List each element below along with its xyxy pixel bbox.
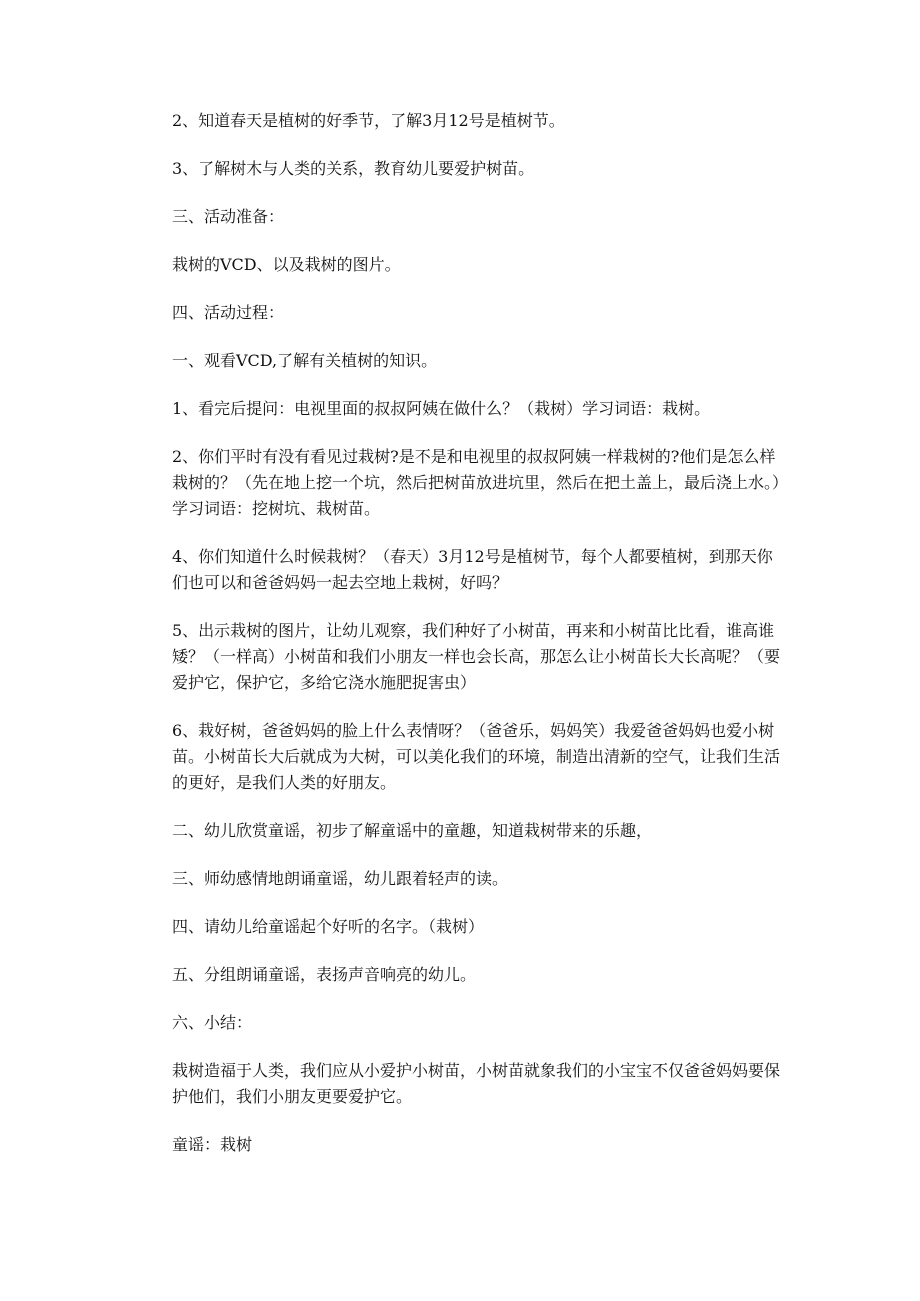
document-body bbox=[172, 108, 787, 1180]
paragraph-step-4: 四、请幼儿给童谣起个好听的名字。（栽树） bbox=[172, 917, 485, 936]
paragraph-step-6: 六、小结： bbox=[172, 1013, 253, 1032]
paragraph-materials: 栽树的VCD、以及栽树的图片。 bbox=[172, 255, 401, 274]
paragraph-step-1: 一、观看VCD,了解有关植树的知识。 bbox=[172, 351, 438, 370]
paragraph-rhyme-title: 童谣：栽树 bbox=[172, 1135, 253, 1154]
paragraph-goal-3: 3、了解树木与人类的关系，教育幼儿要爱护树苗。 bbox=[172, 159, 535, 178]
paragraph-question-6: 6、栽好树，爸爸妈妈的脸上什么表情呀？（爸爸乐，妈妈笑）我爱爸爸妈妈也爱小树苗。小树苗长大后就成为大树，可以美化我们的环境，制造出清新的空气，让我们生活的更好，是我们人类的好朋友。 bbox=[172, 721, 781, 792]
paragraph-question-2: 2、你们平时有没有看见过栽树?是不是和电视里的叔叔阿姨一样栽树的?他们是怎么样栽树的？（先在地上挖一个坑，然后把树苗放进坑里，然后在把土盖上，最后浇上水。）学习词语：挖树坑、栽树苗。 bbox=[172, 447, 781, 518]
paragraph-question-5: 5、出示栽树的图片，让幼儿观察，我们种好了小树苗，再来和小树苗比比看，谁高谁矮？（一样高）小树苗和我们小朋友一样也会长高，那怎么让小树苗长大长高呢？（要爱护它，保护它，多给它浇水施肥捉害虫） bbox=[172, 621, 781, 692]
paragraph-goal-2: 2、知道春天是植树的好季节，了解3月12号是植树节。 bbox=[172, 111, 565, 130]
paragraph-step-2: 二、幼儿欣赏童谣，初步了解童谣中的童趣，知道栽树带来的乐趣， bbox=[172, 821, 653, 840]
section-heading-preparation: 三、活动准备： bbox=[172, 207, 285, 226]
paragraph-step-3: 三、师幼感情地朗诵童谣，幼儿跟着轻声的读。 bbox=[172, 869, 509, 888]
paragraph-summary: 栽树造福于人类，我们应从小爱护小树苗，小树苗就象我们的小宝宝不仅爸爸妈妈要保护他们，我们小朋友更要爱护它。 bbox=[172, 1061, 781, 1106]
paragraph-question-1: 1、看完后提问：电视里面的叔叔阿姨在做什么？（栽树）学习词语：栽树。 bbox=[172, 399, 711, 418]
section-heading-process: 四、活动过程： bbox=[172, 303, 285, 322]
paragraph-question-4: 4、你们知道什么时候栽树？（春天）3月12号是植树节，每个人都要植树，到那天你们也可以和爸爸妈妈一起去空地上栽树，好吗？ bbox=[172, 547, 773, 592]
paragraph-step-5: 五、分组朗诵童谣，表扬声音响亮的幼儿。 bbox=[172, 965, 477, 984]
